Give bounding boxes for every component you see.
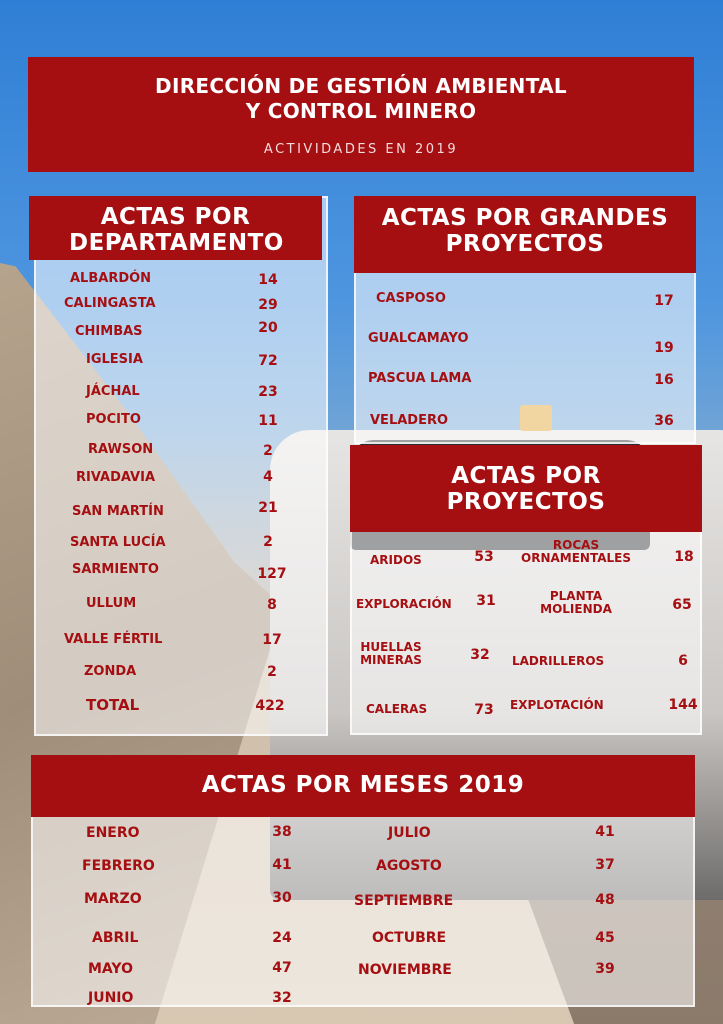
dept-value: 127 — [257, 566, 287, 582]
page-title: DIRECCIÓN DE GESTIÓN AMBIENTAL Y CONTROL MINERO — [155, 74, 567, 123]
proyectos-value: 6 — [678, 653, 688, 669]
departamento-title: ACTAS POR DEPARTAMENTO — [69, 204, 284, 256]
page-subtitle: ACTIVIDADES EN 2019 — [263, 142, 459, 157]
proyectos-title: ACTAS POR PROYECTOS — [446, 463, 606, 515]
grandes-value: 36 — [654, 413, 674, 429]
mes-value: 30 — [272, 890, 292, 906]
mes-name: JUNIO — [88, 990, 134, 1006]
proyectos-value: 18 — [674, 549, 694, 565]
mes-value: 41 — [595, 824, 615, 840]
mes-value: 41 — [272, 857, 292, 873]
dept-value: 2 — [267, 664, 277, 680]
dept-name: CHIMBAS — [75, 324, 143, 339]
dept-name: ZONDA — [84, 664, 137, 679]
departamento-title-bar — [29, 196, 322, 260]
grandes-name: GUALCAMAYO — [368, 331, 469, 346]
mes-name: OCTUBRE — [372, 930, 447, 946]
mes-value: 45 — [595, 930, 615, 946]
dept-value: 2 — [263, 534, 273, 550]
grandes-title: ACTAS POR GRANDES PROYECTOS — [381, 205, 669, 257]
proyectos-name: HUELLAS MINERAS — [360, 640, 422, 667]
mes-name: ENERO — [86, 825, 140, 841]
dept-value: 2 — [263, 443, 273, 459]
mes-value: 48 — [595, 892, 615, 908]
meses-title: ACTAS POR MESES 2019 — [201, 772, 525, 798]
grandes-name: VELADERO — [370, 413, 449, 428]
grandes-name: PASCUA LAMA — [368, 371, 472, 386]
dept-value: 20 — [258, 320, 278, 336]
dept-name: ALBARDÓN — [70, 271, 152, 286]
mes-name: NOVIEMBRE — [358, 962, 452, 978]
dept-value: 21 — [258, 500, 278, 516]
mes-value: 32 — [272, 990, 292, 1006]
grandes-value: 17 — [654, 293, 674, 309]
mes-value: 37 — [595, 857, 615, 873]
mes-value: 47 — [272, 960, 292, 976]
dept-value: 4 — [263, 469, 273, 485]
dept-value: 14 — [258, 272, 278, 288]
dept-name: CALINGASTA — [64, 296, 156, 311]
dept-name: ULLUM — [86, 596, 137, 611]
dept-value: 17 — [262, 632, 282, 648]
dept-name: RAWSON — [88, 442, 154, 457]
dept-name: SARMIENTO — [72, 562, 159, 577]
dept-name: VALLE FÉRTIL — [64, 632, 163, 647]
dept-name: SAN MARTÍN — [72, 504, 164, 519]
dept-total-label: TOTAL — [86, 696, 140, 714]
proyectos-name: ROCAS ORNAMENTALES — [521, 538, 631, 565]
proyectos-name: CALERAS — [366, 702, 428, 716]
proyectos-name: PLANTA MOLIENDA — [540, 589, 612, 616]
dept-value: 11 — [258, 413, 278, 429]
mes-value: 24 — [272, 930, 292, 946]
mes-name: SEPTIEMBRE — [354, 893, 454, 909]
dept-name: SANTA LUCÍA — [70, 535, 166, 550]
mes-value: 39 — [595, 961, 615, 977]
dept-value: 72 — [258, 353, 278, 369]
proyectos-value: 73 — [474, 702, 494, 718]
dept-value: 23 — [258, 384, 278, 400]
header-banner — [28, 57, 694, 172]
grandes-title-bar — [354, 196, 696, 273]
dept-name: IGLESIA — [86, 352, 143, 367]
proyectos-name: LADRILLEROS — [512, 654, 605, 668]
dept-value: 29 — [258, 297, 278, 313]
proyectos-value: 144 — [668, 697, 698, 713]
proyectos-title-bar — [350, 445, 702, 532]
dept-name: JÁCHAL — [86, 384, 140, 399]
proyectos-value: 53 — [474, 549, 494, 565]
proyectos-value: 65 — [672, 597, 692, 613]
mes-name: JULIO — [388, 825, 431, 841]
grandes-value: 16 — [654, 372, 674, 388]
proyectos-value: 32 — [470, 647, 490, 663]
proyectos-name: EXPLORACIÓN — [356, 597, 452, 611]
dept-name: RIVADAVIA — [76, 470, 156, 485]
grandes-value: 19 — [654, 340, 674, 356]
dept-name: POCITO — [86, 412, 141, 427]
proyectos-name: ARIDOS — [370, 553, 422, 567]
proyectos-name: EXPLOTACIÓN — [510, 698, 604, 712]
grandes-name: CASPOSO — [376, 291, 446, 306]
mes-value: 38 — [272, 824, 292, 840]
mes-name: AGOSTO — [376, 858, 442, 874]
dept-total-value: 422 — [255, 698, 285, 714]
meses-title-bar — [31, 755, 695, 817]
mes-name: MAYO — [88, 961, 133, 977]
mes-name: FEBRERO — [82, 858, 155, 874]
proyectos-value: 31 — [476, 593, 496, 609]
mes-name: ABRIL — [92, 930, 139, 946]
mes-name: MARZO — [84, 891, 142, 907]
dept-value: 8 — [267, 597, 277, 613]
